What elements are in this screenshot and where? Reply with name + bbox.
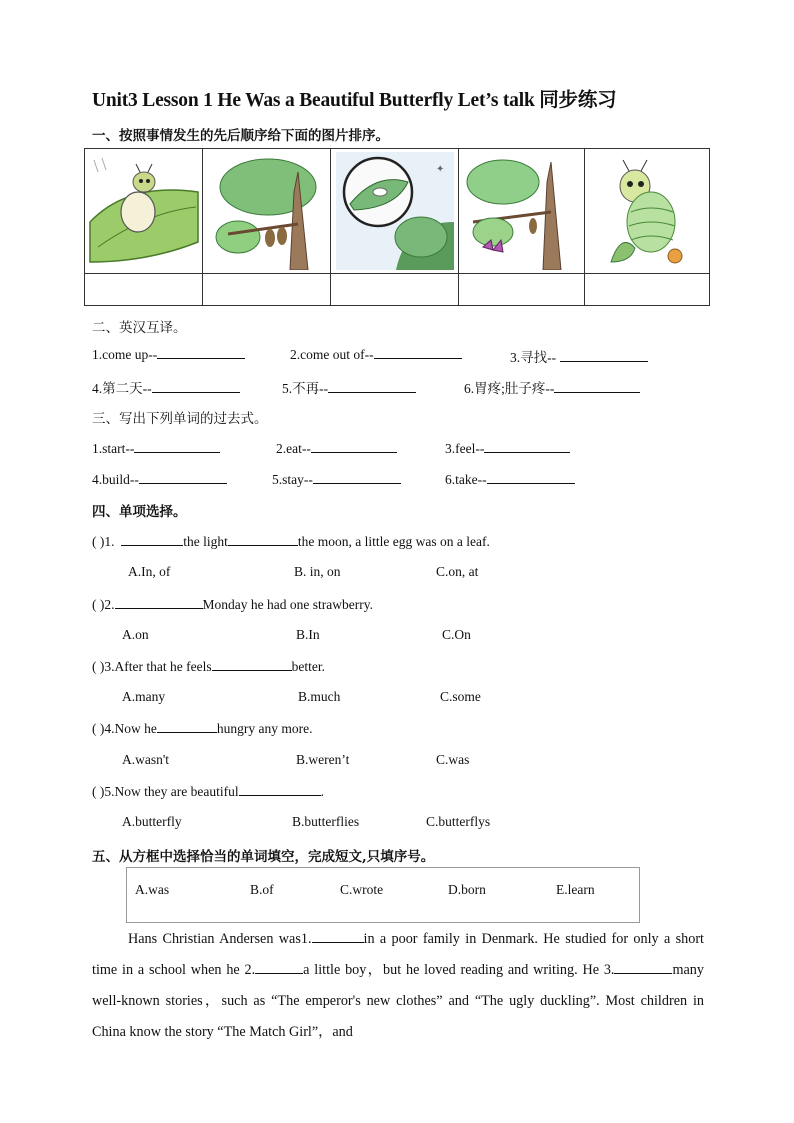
past-tense-item: 2.eat--	[276, 440, 397, 457]
answer-blank[interactable]	[554, 380, 640, 393]
option[interactable]: C.butterflys	[426, 814, 491, 829]
answer-blank[interactable]	[134, 440, 220, 453]
question-5: ( )5.Now they are beautiful .	[92, 784, 324, 799]
answer-cell[interactable]	[459, 274, 585, 306]
answer-blank[interactable]	[484, 440, 570, 453]
cocoon-on-branch-picture	[208, 152, 326, 270]
picture-cell	[85, 149, 203, 274]
option[interactable]: A.wasn't	[122, 752, 170, 767]
answer-blank[interactable]	[115, 596, 203, 609]
translation-item: 1.come up--	[92, 346, 245, 363]
answer-blank[interactable]	[312, 930, 364, 943]
option[interactable]: B.weren’t	[296, 752, 350, 767]
answer-blank[interactable]	[313, 471, 401, 484]
option[interactable]: C.On	[442, 627, 471, 642]
option[interactable]: B.much	[298, 689, 341, 704]
option[interactable]: C.some	[440, 689, 481, 704]
answer-blank[interactable]	[255, 961, 303, 974]
picture-cell	[203, 149, 331, 274]
translation-item: 3.寻找--	[510, 346, 648, 366]
option[interactable]: A.many	[122, 689, 166, 704]
answer-blank[interactable]	[560, 349, 648, 362]
answer-blank[interactable]	[374, 346, 462, 359]
answer-blank[interactable]	[139, 471, 227, 484]
passage: Hans Christian Andersen was1. in a poor family in Denmark. He studied for only a short time in a school when he 2. a little boy，but he loved reading and writing. He 3. many well-known stories，such as “The emperor's new clothes” and “The ugly duckling”. Most children in China know the story “The Match Girl”，and	[92, 931, 704, 1040]
option[interactable]: B. in, on	[294, 564, 341, 579]
section3-heading: 三、写出下列单词的过去式。	[92, 411, 268, 427]
option[interactable]: C.on, at	[436, 564, 479, 579]
answer-blank[interactable]	[212, 658, 292, 671]
answer-cell[interactable]	[203, 274, 331, 306]
word-option: D.born	[448, 882, 486, 897]
question-3: ( )3.After that he feels better.	[92, 659, 325, 674]
section1-heading: 一、按照事情发生的先后顺序给下面的图片排序。	[92, 128, 389, 144]
word-option: A.was	[135, 882, 170, 897]
word-option: E.learn	[556, 882, 595, 897]
option[interactable]: A.on	[122, 627, 149, 642]
picture-cell	[331, 149, 459, 274]
option[interactable]: A.butterfly	[122, 814, 182, 829]
question-1: ( )1. the light the moon, a little egg was on a leaf.	[92, 534, 490, 549]
word-option: C.wrote	[340, 882, 384, 897]
answer-blank[interactable]	[121, 533, 183, 546]
answer-blank[interactable]	[157, 346, 245, 359]
butterfly-by-tree-picture	[463, 152, 581, 270]
option[interactable]: B.butterflies	[292, 814, 360, 829]
question-2: ( )2. Monday he had one strawberry.	[92, 597, 373, 612]
word-option: B.of	[250, 882, 274, 897]
past-tense-item: 3.feel--	[445, 440, 570, 457]
translation-item: 4.第二天--	[92, 377, 240, 397]
answer-blank[interactable]	[487, 471, 575, 484]
answer-blank[interactable]	[228, 533, 298, 546]
section5-heading: 五、从方框中选择恰当的单词填空，完成短文,只填序号。	[92, 849, 435, 865]
past-tense-item: 1.start--	[92, 440, 220, 457]
section2-heading: 二、英汉互译。	[92, 320, 187, 336]
answer-cell[interactable]	[85, 274, 203, 306]
picture-cell	[585, 149, 710, 274]
picture-cell	[459, 149, 585, 274]
egg-on-leaf-picture	[88, 152, 200, 270]
page-title: Unit3 Lesson 1 He Was a Beautiful Butterfly Let’s talk 同步练习	[92, 90, 617, 111]
answer-cell[interactable]	[331, 274, 459, 306]
answer-blank[interactable]	[152, 380, 240, 393]
option[interactable]: C.was	[436, 752, 470, 767]
translation-item: 6.胃疼;肚子疼--	[464, 377, 640, 397]
picture-table	[84, 148, 710, 306]
option[interactable]: A.In, of	[128, 564, 171, 579]
past-tense-item: 4.build--	[92, 471, 227, 488]
answer-blank[interactable]	[239, 783, 321, 796]
translation-item: 5.不再--	[282, 377, 416, 397]
past-tense-item: 6.take--	[445, 471, 575, 488]
answer-blank[interactable]	[328, 380, 416, 393]
question-4: ( )4.Now he hungry any more.	[92, 721, 313, 736]
answer-cell[interactable]	[585, 274, 710, 306]
translation-item: 2.come out of--	[290, 346, 462, 363]
section4-heading: 四、单项选择。	[92, 504, 187, 520]
answer-blank[interactable]	[311, 440, 397, 453]
option[interactable]: B.In	[296, 627, 320, 642]
answer-blank[interactable]	[614, 961, 672, 974]
answer-blank[interactable]	[157, 720, 217, 733]
past-tense-item: 5.stay--	[272, 471, 401, 488]
svg-text:✦: ✦	[435, 164, 444, 175]
caterpillar-eating-picture	[591, 152, 703, 270]
egg-in-moonlight-picture	[336, 152, 454, 270]
